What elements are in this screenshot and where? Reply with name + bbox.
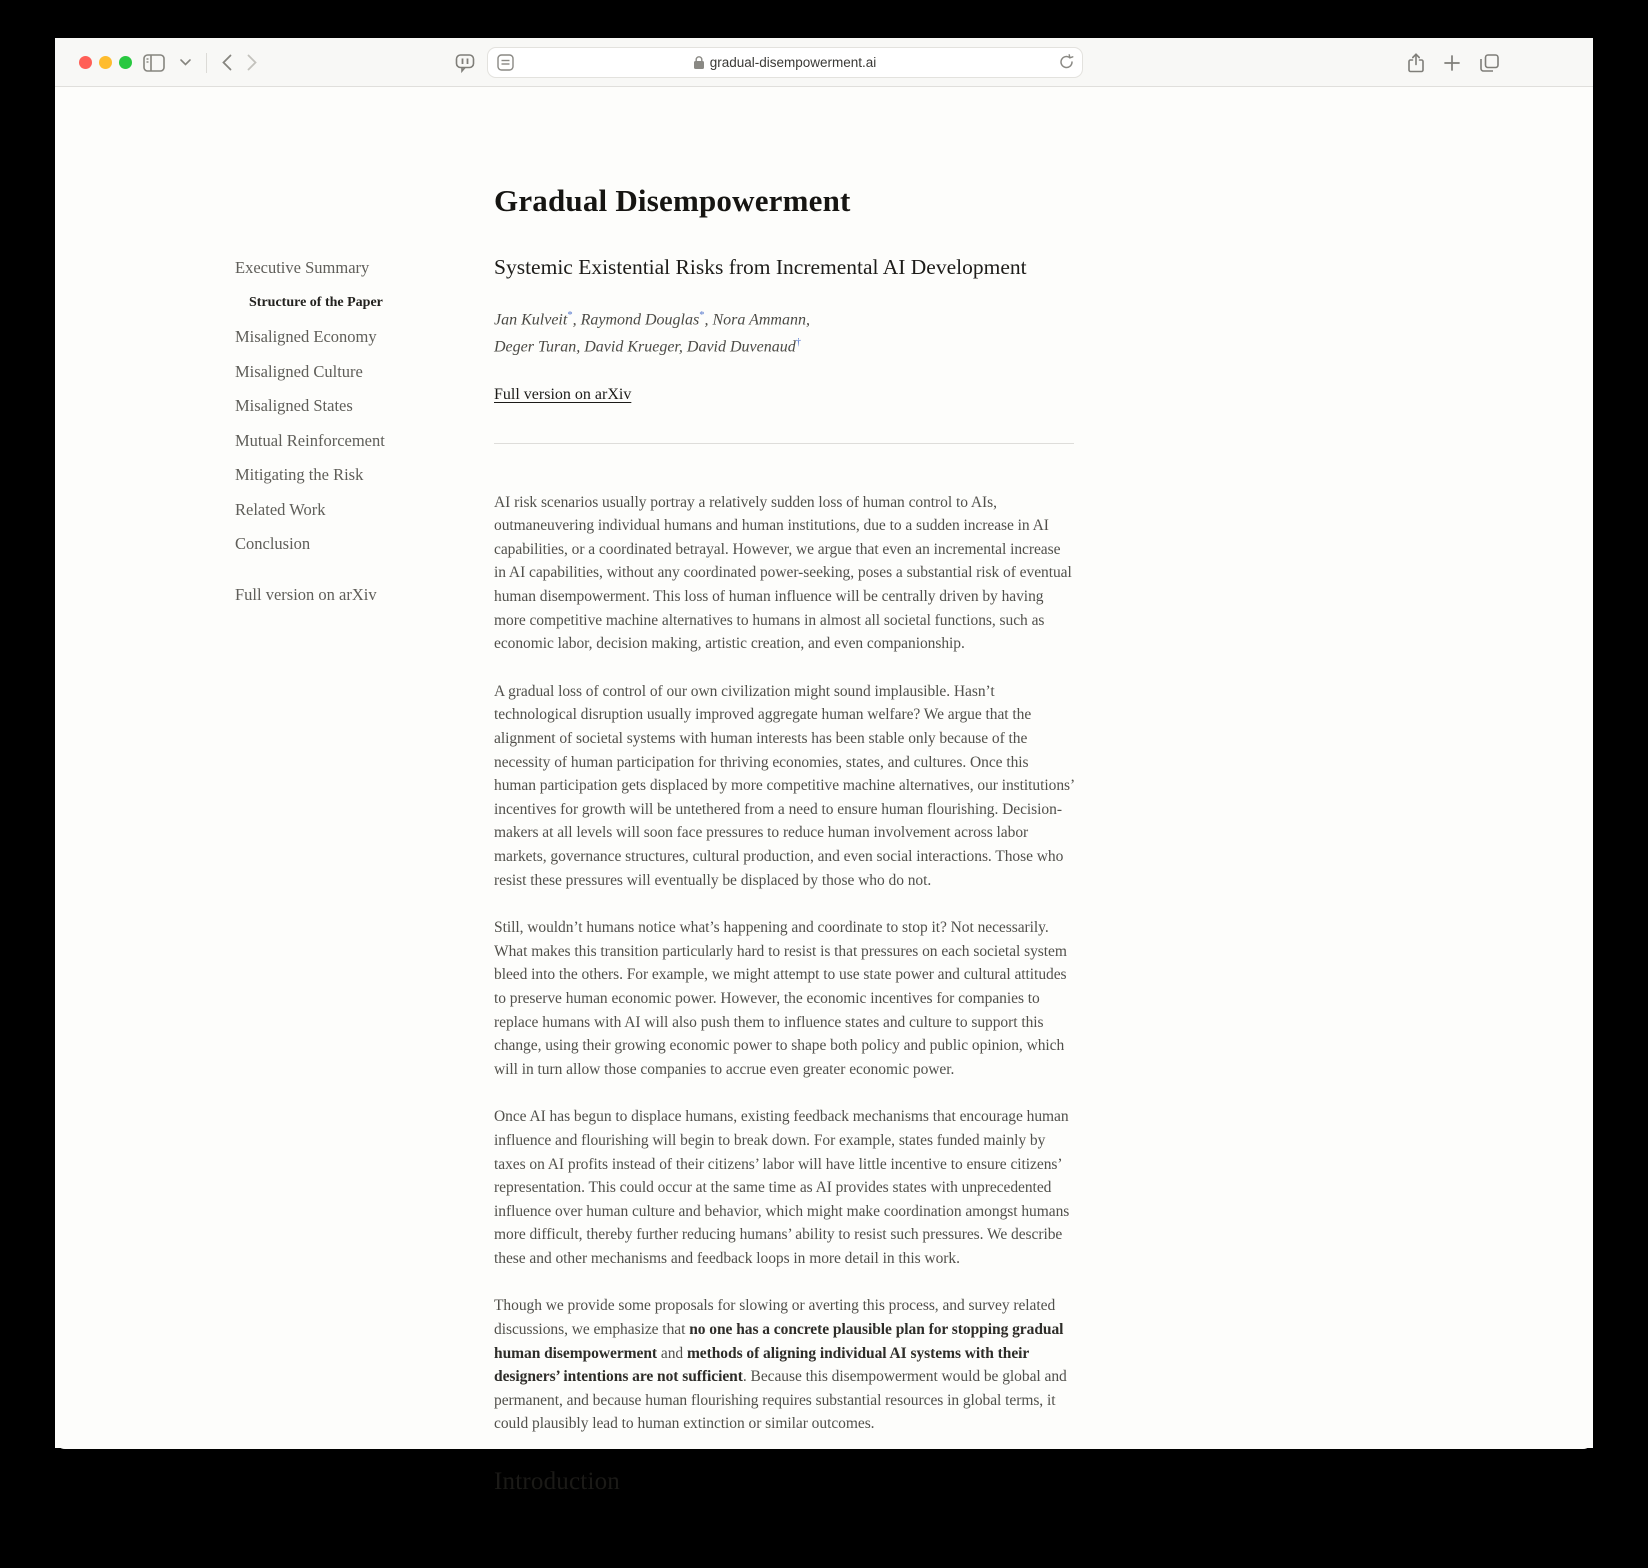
sidebar-item-misaligned-culture[interactable]: Misaligned Culture <box>235 361 363 381</box>
divider <box>494 443 1074 444</box>
window-controls <box>79 56 132 69</box>
arxiv-link[interactable]: Full version on arXiv <box>494 385 632 403</box>
refresh-icon[interactable] <box>1059 54 1074 70</box>
article <box>494 87 1074 1496</box>
minimize-window-button[interactable] <box>99 56 112 69</box>
share-icon[interactable] <box>1408 53 1424 73</box>
sidebar-item-executive-summary[interactable]: Executive Summary <box>235 258 370 277</box>
abstract-paragraph-4: Once AI has begun to displace humans, existing feedback mechanisms that encourage human influence and flourishing will begin to break down. For example, states funded mainly by taxes on AI profits instead of their citizens’ labor will have little incentive to ensure citizens’ representation. This could occur at the same time as AI provides states with unprecedented influence over human culture and behavior, which might make coordination amongst humans more difficult, thereby further reducing humans’ ability to resist such pressures. We describe these and other mechanisms and feedback loops in more detail in this work. <box>494 1108 1070 1267</box>
authors <box>494 304 1074 359</box>
url-text[interactable]: gradual-disempowerment.ai <box>709 55 877 70</box>
sidebar-item-mitigating-the-risk[interactable]: Mitigating the Risk <box>235 465 364 484</box>
sidebar-item-conclusion[interactable]: Conclusion <box>235 534 311 553</box>
browser-toolbar <box>55 38 1593 87</box>
page-title: Gradual Disempowerment <box>494 183 851 218</box>
sidebar-item-full-version-on-arxiv[interactable]: Full version on arXiv <box>235 584 377 604</box>
sidebar-item-related-work[interactable]: Related Work <box>235 499 326 519</box>
close-window-button[interactable] <box>79 56 92 69</box>
web-page <box>55 87 1593 1496</box>
sidebar-item-misaligned-economy[interactable]: Misaligned Economy <box>235 327 377 346</box>
sidebar-item-structure-of-the-paper[interactable]: Structure of the Paper <box>249 294 383 310</box>
page-subtitle: Systemic Existential Risks from Incremental AI Development <box>494 255 1027 279</box>
tab-overview-icon[interactable] <box>1480 54 1499 72</box>
abstract-text <box>494 491 1074 1436</box>
sidebar-toggle-icon[interactable] <box>143 54 165 72</box>
authors-line-1: Jan Kulveit*, Raymond Douglas*, Nora Ammann, <box>494 310 810 329</box>
author-footnote-marker: * <box>567 310 573 321</box>
lock-icon <box>694 56 704 69</box>
browser-window <box>55 38 1593 1496</box>
author-footnote-marker: * <box>699 310 705 321</box>
table-of-contents <box>235 259 470 620</box>
forward-button[interactable] <box>247 54 257 71</box>
address-bar[interactable] <box>487 47 1083 78</box>
abstract-paragraph-3: Still, wouldn’t humans notice what’s happening and coordinate to stop it? Not necessarily. What makes this transition particularly hard to resist is that pressures on each societal system bleed into the others. For example, we might attempt to use state power and cultural attitudes to preserve human economic power. However, the economic incentives for companies to replace humans with AI will also push them to influence states and culture to support this change, using their growing economic power to shape both policy and public opinion, which will in turn allow those companies to accrue even greater economic power. <box>494 919 1067 1078</box>
back-button[interactable] <box>222 54 232 71</box>
abstract-paragraph-1: AI risk scenarios usually portray a relatively sudden loss of human control to AIs, outmaneuvering individual humans and human institutions, due to a sudden increase in AI capabilities, or a coordinated betrayal. However, we argue that even an incremental increase in AI capabilities, without any coordinated power-seeking, poses a substantial risk of eventual human disempowerment. This loss of human influence will be centrally driven by having more competitive machine alternatives to humans in almost all societal functions, such as economic labor, decision making, artistic creation, and even companionship. <box>494 493 1072 653</box>
sidebar-item-mutual-reinforcement[interactable]: Mutual Reinforcement <box>235 430 385 450</box>
author-footnote-marker: † <box>795 337 801 349</box>
extension-icon[interactable] <box>454 53 476 73</box>
sidebar-item-misaligned-states[interactable]: Misaligned States <box>235 396 353 415</box>
zoom-window-button[interactable] <box>119 56 132 69</box>
new-tab-icon[interactable] <box>1444 55 1460 71</box>
toolbar-divider <box>206 53 207 73</box>
abstract-paragraph-5: Though we provide some proposals for slowing or averting this process, and survey related discussions, we emphasize that no one has a concrete plausible plan for stopping gradual human disempowerment and methods of aligning individual AI systems with their designers’ intentions are not sufficient. Because this disempowerment would be global and permanent, and because human flourishing requires substantial resources in global terms, it could plausibly lead to human extinction or similar outcomes. <box>494 1297 1067 1433</box>
chevron-down-icon[interactable] <box>180 59 191 66</box>
section-heading-introduction: Introduction <box>494 1468 620 1496</box>
authors-line-2: Deger Turan, David Krueger, David Duvenaud† <box>494 337 801 356</box>
abstract-paragraph-2: A gradual loss of control of our own civilization might sound implausible. Hasn’t technological disruption usually improved aggregate human welfare? We argue that the alignment of societal systems with human interests has been stable only because of the necessity of human participation for thriving economies, states, and cultures. Once this human participation gets displaced by more competitive machine alternatives, our institutions’ incentives for growth will be untethered from a need to ensure human flourishing. Decision-makers at all levels will soon face pressures to reduce human involvement across labor markets, governance structures, cultural production, and even social interactions. Those who resist these pressures will eventually be displaced by those who do not. <box>494 682 1074 889</box>
